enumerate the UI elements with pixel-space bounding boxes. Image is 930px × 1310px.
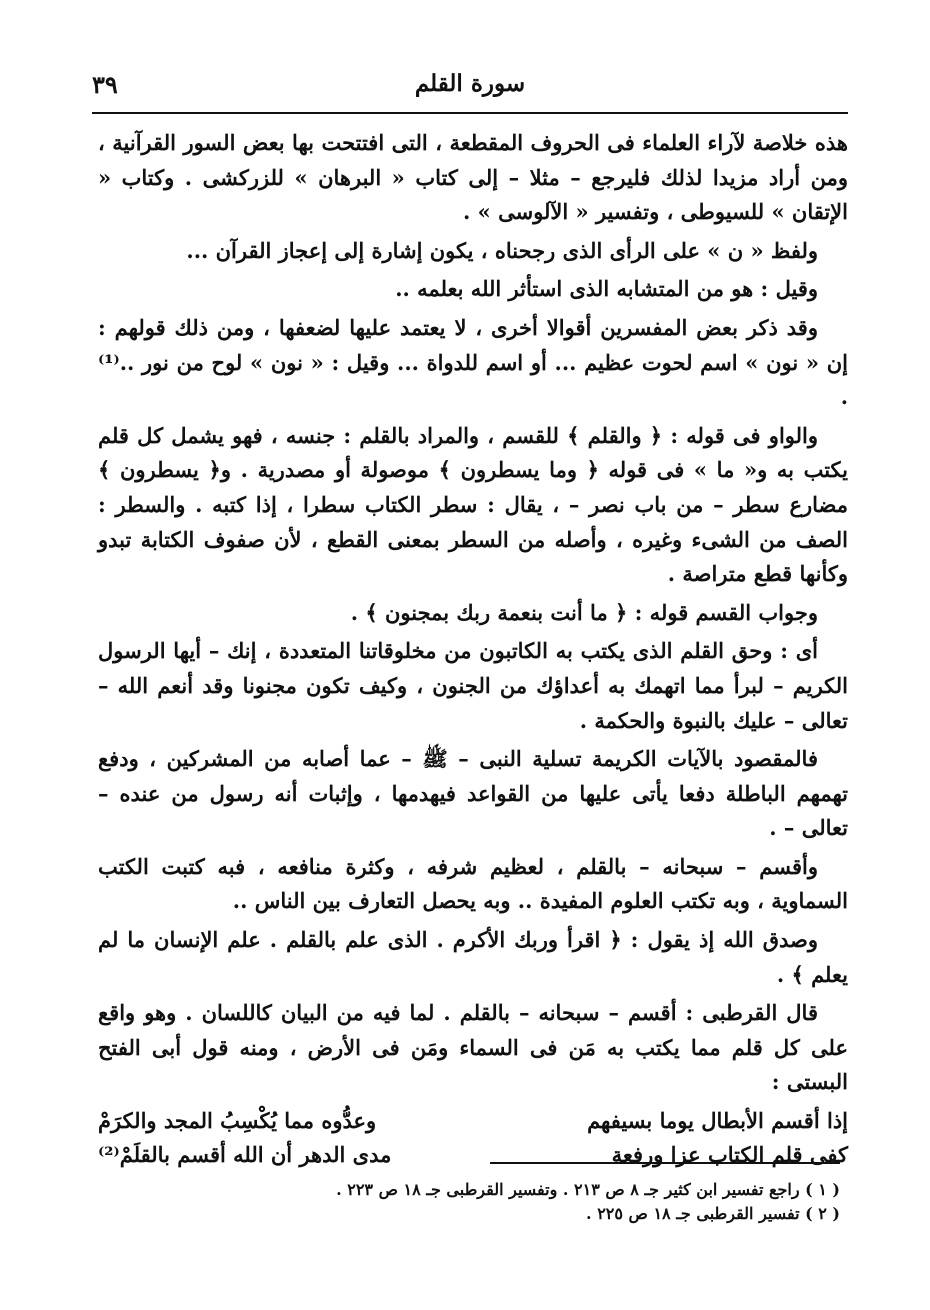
verse-second-hemistich: مدى الدهر أن الله أقسم بالقلَمْ⁽²⁾ xyxy=(98,1142,392,1168)
paragraph: ولفظ « ن » على الرأى الذى رجحناه ، يكون إشارة إلى إعجاز القرآن ... xyxy=(186,237,818,263)
paragraph: هذه خلاصة لآراء العلماء فى الحروف المقطعة ، التى افتتحت بها بعض السور القرآنية ، ومن أراد مزيدا لذلك فليرجع – مثلا – إلى كتاب « البرهان » للزركشى . وكتاب « الإتقان » للسيوطى ، وتفسير « الآلوسى » . xyxy=(98,130,848,225)
paragraph: وقد ذكر بعض المفسرين أقوالا أخرى ، لا يعتمد عليها لضعفها ، ومن ذلك قولهم : إن « نون » اسم لحوت عظيم ... أو اسم للدواة ... وقيل : « نون » لوح من نور ..⁽¹⁾ . xyxy=(98,314,848,410)
paragraph: والواو فى قوله : ﴿ والقلم ﴾ للقسم ، والمراد بالقلم : جنسه ، فهو يشمل كل قلم يكتب به و« ما » فى قوله ﴿ وما يسطرون ﴾ موصولة أو مصدرية . و﴿ يسطرون ﴾ مضارع سطر – من باب نصر – ، يقال : سطر الكتاب سطرا ، إذا كتبه . والسطر : الصف من الشىء وغيره ، وأصله من السطر بمعنى القطع ، لأن صفوف الكتابة تبدو وكأنها قطع متراصة . xyxy=(98,422,848,587)
poem-verse xyxy=(98,1104,848,1138)
header-rule xyxy=(92,112,848,114)
poem-verse xyxy=(98,1138,848,1172)
verse-first-hemistich: إذا أقسم الأبطال يوما بسيفهم xyxy=(587,1108,848,1134)
page-header xyxy=(92,66,848,106)
paragraph: أى : وحق القلم الذى يكتب به الكاتبون من مخلوقاتنا المتعددة ، إنك – أيها الرسول الكريم – لبرأ مما اتهمك به أعداؤك من الجنون ، وكيف تكون مجنونا وقد أنعم الله – تعالى – عليك بالنبوة والحكمة . xyxy=(98,638,848,733)
footnote: ( ٢ ) تفسير القرطبى جـ ١٨ ص ٢٢٥ . xyxy=(586,1204,840,1223)
paragraph: وجواب القسم قوله : ﴿ ما أنت بنعمة ربك بمجنون ﴾ . xyxy=(350,599,818,625)
verse-second-hemistich: وعدُّوه مما يُكْسِبُ المجد والكرَمْ xyxy=(98,1108,377,1134)
page-body xyxy=(98,126,848,1172)
running-title: سورة القلم xyxy=(414,70,526,97)
page-number: ٣٩ xyxy=(92,70,118,99)
paragraph: قال القرطبى : أقسم – سبحانه – بالقلم . لما فيه من البيان كاللسان . وهو واقع على كل قلم مما يكتب به مَن فى السماء ومَن فى الأرض ، ومنه قول أبى الفتح البستى : xyxy=(98,1000,848,1095)
paragraph: فالمقصود بالآيات الكريمة تسلية النبى – ﷺ – عما أصابه من المشركين ، ودفع تهمهم الباطلة دفعا يأتى عليها من القواعد فيهدمها ، وإثبات أنه رسول من عنده – تعالى – . xyxy=(98,746,848,841)
paragraph: وقيل : هو من المتشابه الذى استأثر الله بعلمه .. xyxy=(395,276,818,302)
footnotes xyxy=(180,1178,840,1226)
paragraph: وأقسم – سبحانه – بالقلم ، لعظيم شرفه ، وكثرة منافعه ، فبه كتبت الكتب السماوية ، وبه تكتب العلوم المفيدة .. وبه يحصل التعارف بين الناس .. xyxy=(98,853,848,914)
footnote: ( ١ ) راجع تفسير ابن كثير جـ ٨ ص ٢١٣ . وتفسير القرطبى جـ ١٨ ص ٢٢٣ . xyxy=(336,1180,840,1199)
paragraph: وصدق الله إذ يقول : ﴿ اقرأ وربك الأكرم . الذى علم بالقلم . علم الإنسان ما لم يعلم ﴾ . xyxy=(98,927,848,987)
verse-first-hemistich: كفى قلم الكتاب عزا ورفعة xyxy=(611,1142,848,1168)
footnote-rule xyxy=(490,1162,840,1164)
